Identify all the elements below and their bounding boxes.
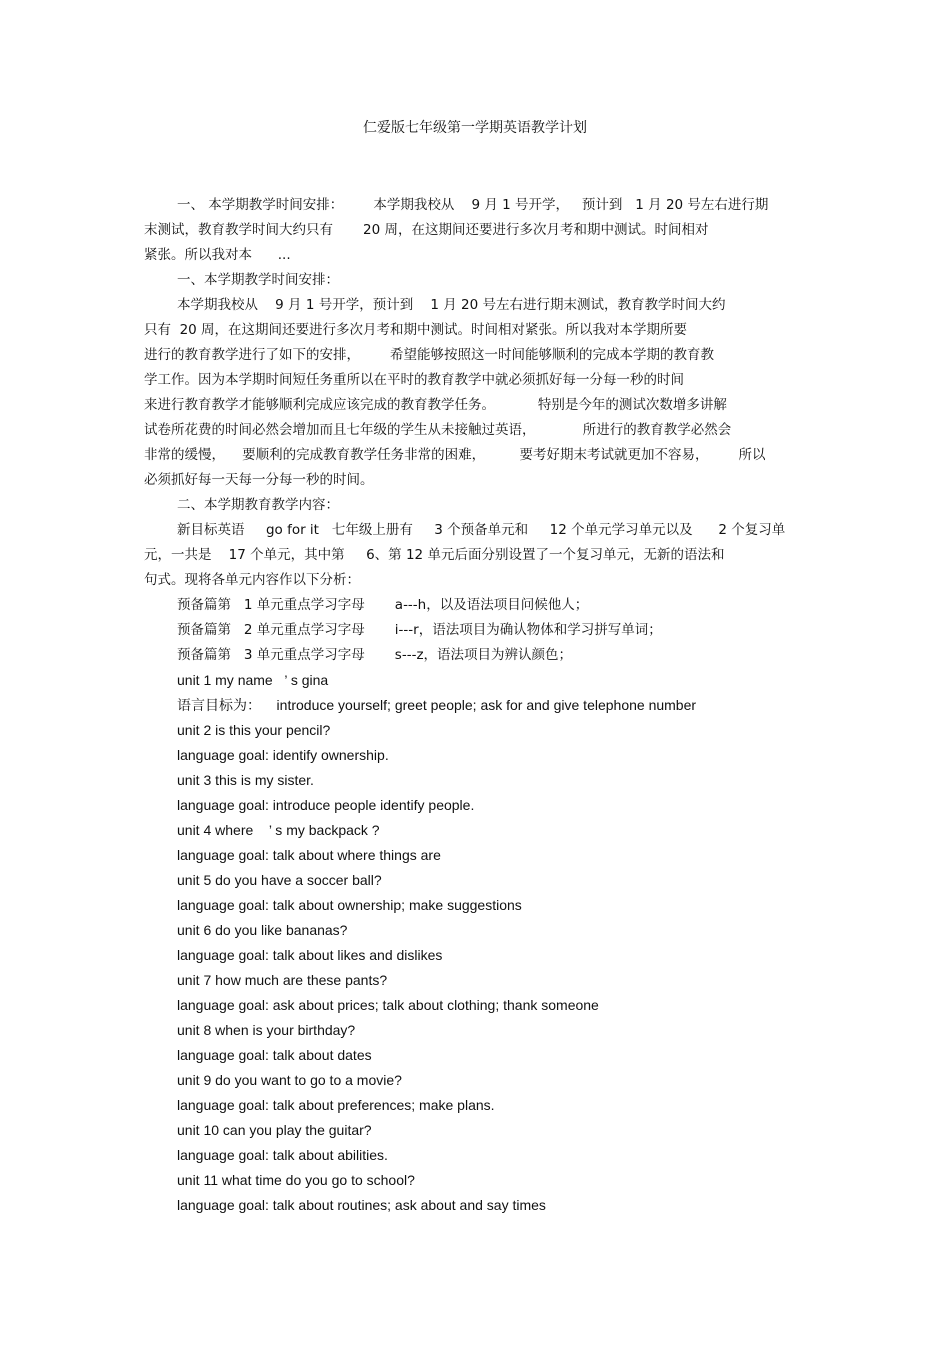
unit-title: unit 1 my name ’ s gina — [177, 672, 329, 688]
unit-goal: language goal: talk about preferences; make plans. — [177, 1097, 495, 1113]
unit-title: unit 10 can you play the guitar? — [177, 1122, 372, 1138]
prep-unit-line: 预备篇第 2 单元重点学习字母 i---r，语法项目为确认物体和学习拼写单词； — [177, 622, 662, 638]
unit-goal: language goal: talk about ownership; make suggestions — [177, 897, 522, 913]
unit-title: unit 3 this is my sister. — [177, 772, 314, 788]
unit-goal: language goal: introduce people identify people. — [177, 797, 475, 813]
paragraph-line: 新目标英语 go for it 七年级上册有 3 个预备单元和 12 个单元学习单元以及 2 个复习单 — [177, 522, 786, 538]
document-title: 仁爱版七年级第一学期英语教学计划 — [363, 120, 587, 136]
unit-title: unit 9 do you want to go to a movie? — [177, 1072, 402, 1088]
unit-title: unit 11 what time do you go to school? — [177, 1172, 415, 1188]
unit-goal: language goal: ask about prices; talk about clothing; thank someone — [177, 997, 599, 1013]
summary-line: 一、 本学期教学时间安排： 本学期我校从 9 月 1 号开学， 预计到 1 月 20 号左右进行期 — [177, 197, 769, 213]
prep-unit-line: 预备篇第 3 单元重点学习字母 s---z，语法项目为辨认颜色； — [177, 647, 573, 663]
unit-goal: language goal: talk about dates — [177, 1047, 372, 1063]
paragraph-line: 学工作。因为本学期时间短任务重所以在平时的教育教学中就必须抓好每一分每一秒的时间 — [144, 372, 684, 388]
paragraph-line: 元，一共是 17 个单元，其中第 6、第 12 单元后面分别设置了一个复习单元，无新的语法和 — [144, 547, 725, 563]
paragraph-line: 非常的缓慢， 要顺利的完成教育教学任务非常的困难， 要考好期末考试就更加不容易， 所以 — [144, 447, 766, 463]
unit-goal: language goal: talk about likes and dislikes — [177, 947, 443, 963]
unit-title: unit 7 how much are these pants? — [177, 972, 388, 988]
paragraph-line: 必须抓好每一天每一分每一秒的时间。 — [144, 472, 374, 488]
unit-goal: language goal: identify ownership. — [177, 747, 389, 763]
unit-goal: language goal: talk about where things are — [177, 847, 441, 863]
unit-title: unit 6 do you like bananas? — [177, 922, 348, 938]
paragraph-line: 来进行教育教学才能够顺利完成应该完成的教育教学任务。 特别是今年的测试次数增多讲解 — [144, 397, 727, 413]
unit-goal: language goal: talk about abilities. — [177, 1147, 388, 1163]
unit-goal: language goal: talk about routines; ask about and say times — [177, 1197, 546, 1213]
summary-line: 紧张。所以我对本 ... — [144, 247, 291, 263]
paragraph-line: 本学期我校从 9 月 1 号开学，预计到 1 月 20 号左右进行期末测试，教育教学时间大约 — [177, 297, 726, 313]
section-heading: 一、本学期教学时间安排： — [177, 272, 339, 288]
unit-title: unit 8 when is your birthday? — [177, 1022, 356, 1038]
paragraph-line: 试卷所花费的时间必然会增加而且七年级的学生从未接触过英语， 所进行的教育教学必然会 — [144, 422, 732, 438]
unit-goal: 语言目标为： introduce yourself; greet people; ask for and give telephone number — [177, 697, 697, 713]
summary-line: 末测试，教育教学时间大约只有 20 周，在这期间还要进行多次月考和期中测试。时间相对 — [144, 222, 709, 238]
paragraph-line: 进行的教育教学进行了如下的安排， 希望能够按照这一时间能够顺利的完成本学期的教育教 — [144, 347, 715, 363]
unit-title: unit 5 do you have a soccer ball? — [177, 872, 382, 888]
unit-title: unit 2 is this your pencil? — [177, 722, 331, 738]
document-body — [144, 193, 808, 1218]
paragraph-line: 句式。现将各单元内容作以下分析： — [144, 572, 360, 588]
unit-title: unit 4 where ’ s my backpack ? — [177, 822, 380, 838]
prep-unit-line: 预备篇第 1 单元重点学习字母 a---h，以及语法项目问候他人； — [177, 597, 589, 613]
section-heading: 二、本学期教育教学内容： — [177, 497, 339, 513]
paragraph-line: 只有 20 周，在这期间还要进行多次月考和期中测试。时间相对紧张。所以我对本学期所要 — [144, 322, 688, 338]
